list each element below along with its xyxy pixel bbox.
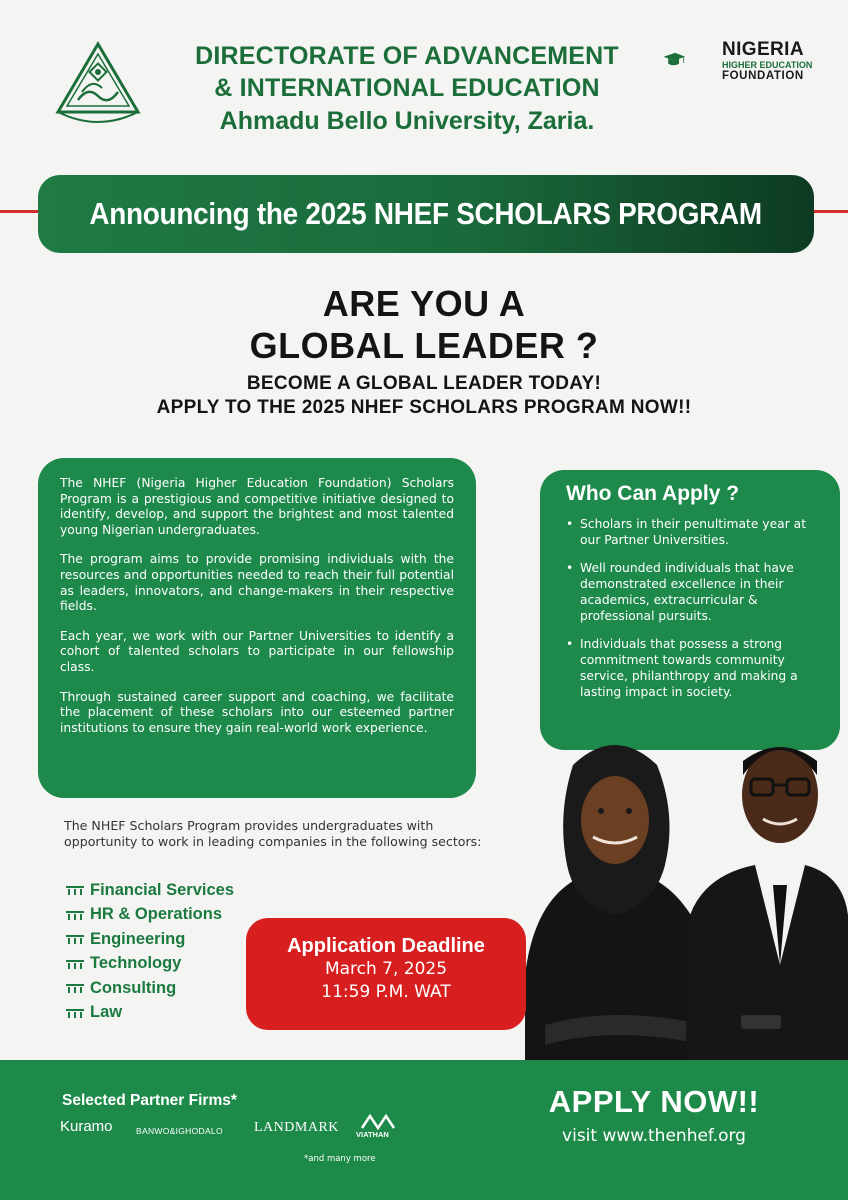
partner-logos: [60, 1114, 405, 1154]
eligibility-item: • Individuals that possess a strong commitment towards community service, philanthropy and making a lasting impact in society.: [566, 636, 816, 700]
graduation-cap-icon: [662, 40, 724, 82]
apply-now-text: APPLY NOW!!: [548, 1084, 760, 1119]
about-paragraph: Through sustained career support and coaching, we facilitate the placement of these scholars into our esteemed partner institutions to ensure they gain real-world work experience.: [60, 689, 454, 735]
deadline-title: Application Deadline: [287, 935, 485, 957]
office-building-icon: [66, 909, 84, 921]
header-title-line3: Ahmadu Bello University, Zaria.: [219, 107, 595, 135]
header-title-line1: DIRECTORATE OF ADVANCEMENT: [195, 42, 619, 70]
office-building-icon: [66, 982, 84, 994]
partner-logo-landmark: LANDMARK: [254, 1120, 339, 1135]
sector-label: Technology: [90, 954, 182, 973]
office-building-icon: [66, 933, 84, 945]
subheadline: [0, 372, 848, 420]
website-text: visit www.thenhef.org: [562, 1126, 746, 1146]
about-paragraph: The NHEF (Nigeria Higher Education Foundation) Scholars Program is a prestigious and competitive initiative designed to identify, develop, and support the brightest and most talented young Nigerian undergraduates.: [60, 476, 454, 537]
header-title: [172, 40, 642, 138]
viathan-mark-icon: [360, 1114, 400, 1130]
office-building-icon: [66, 958, 84, 970]
about-paragraph: Each year, we work with our Partner Universities to identify a cohort of talented scholars to participate in our fellowship class.: [60, 628, 454, 674]
headline-line2: GLOBAL LEADER ?: [249, 325, 599, 366]
nhef-logo-text: [722, 40, 832, 83]
partner-logo-viathan: VIATHAN: [356, 1130, 389, 1139]
deadline-date: March 7, 2025: [324, 959, 448, 979]
sector-label: Consulting: [90, 978, 177, 997]
deadline-time: 11:59 P.M. WAT: [321, 982, 451, 1002]
subhead-line2: APPLY TO THE 2025 NHEF SCHOLARS PROGRAM NOW!!: [156, 397, 692, 418]
sector-label: Law: [90, 1003, 123, 1022]
headline: [0, 283, 848, 367]
red-rule-right: [812, 210, 848, 213]
eligibility-item: • Well rounded individuals that have demonstrated excellence in their academics, extracurricular & professional pursuits.: [566, 560, 816, 624]
abu-crest-logo: [52, 40, 144, 132]
scholars-photo: [505, 725, 848, 1065]
partner-logo-kuramo: Kuramo: [60, 1118, 113, 1135]
sector-label: Engineering: [90, 929, 186, 948]
red-rule-left: [0, 210, 40, 213]
sector-label: HR & Operations: [90, 905, 223, 924]
subhead-line1: BECOME A GLOBAL LEADER TODAY!: [246, 373, 602, 394]
eligibility-item: • Scholars in their penultimate year at our Partner Universities.: [566, 516, 816, 548]
nhef-logo-line1: NIGERIA: [722, 39, 804, 60]
deadline-box: [246, 918, 526, 1030]
nhef-logo-line3: FOUNDATION: [722, 70, 804, 82]
sector-item: [66, 878, 306, 903]
nhef-logo-line2: HIGHER EDUCATION: [722, 60, 813, 70]
sector-label: Financial Services: [90, 880, 234, 899]
header-title-line2: & INTERNATIONAL EDUCATION: [214, 74, 600, 102]
about-paragraph: The program aims to provide promising individuals with the resources and opportunities needed to reach their full potential as leaders, innovators, and change-makers in their respective fields.: [60, 552, 454, 614]
about-program-card: [38, 458, 476, 798]
partner-logo-banwo: BANWO&IGHODALO: [136, 1126, 223, 1136]
partners-title: Selected Partner Firms*: [62, 1092, 237, 1109]
office-building-icon: [66, 884, 84, 896]
headline-line1: ARE YOU A: [322, 283, 526, 324]
sectors-intro: The NHEF Scholars Program provides undergraduates with opportunity to work in leading companies in the following sectors:: [64, 818, 482, 849]
partners-note: *and many more: [304, 1154, 376, 1164]
banner-text: Announcing the 2025 NHEF SCHOLARS PROGRAM: [89, 196, 763, 231]
who-can-apply-title: Who Can Apply ?: [566, 482, 740, 505]
office-building-icon: [66, 1007, 84, 1019]
apply-call-to-action: [524, 1084, 784, 1146]
announcement-banner: [38, 175, 814, 253]
who-can-apply-card: [540, 470, 840, 750]
